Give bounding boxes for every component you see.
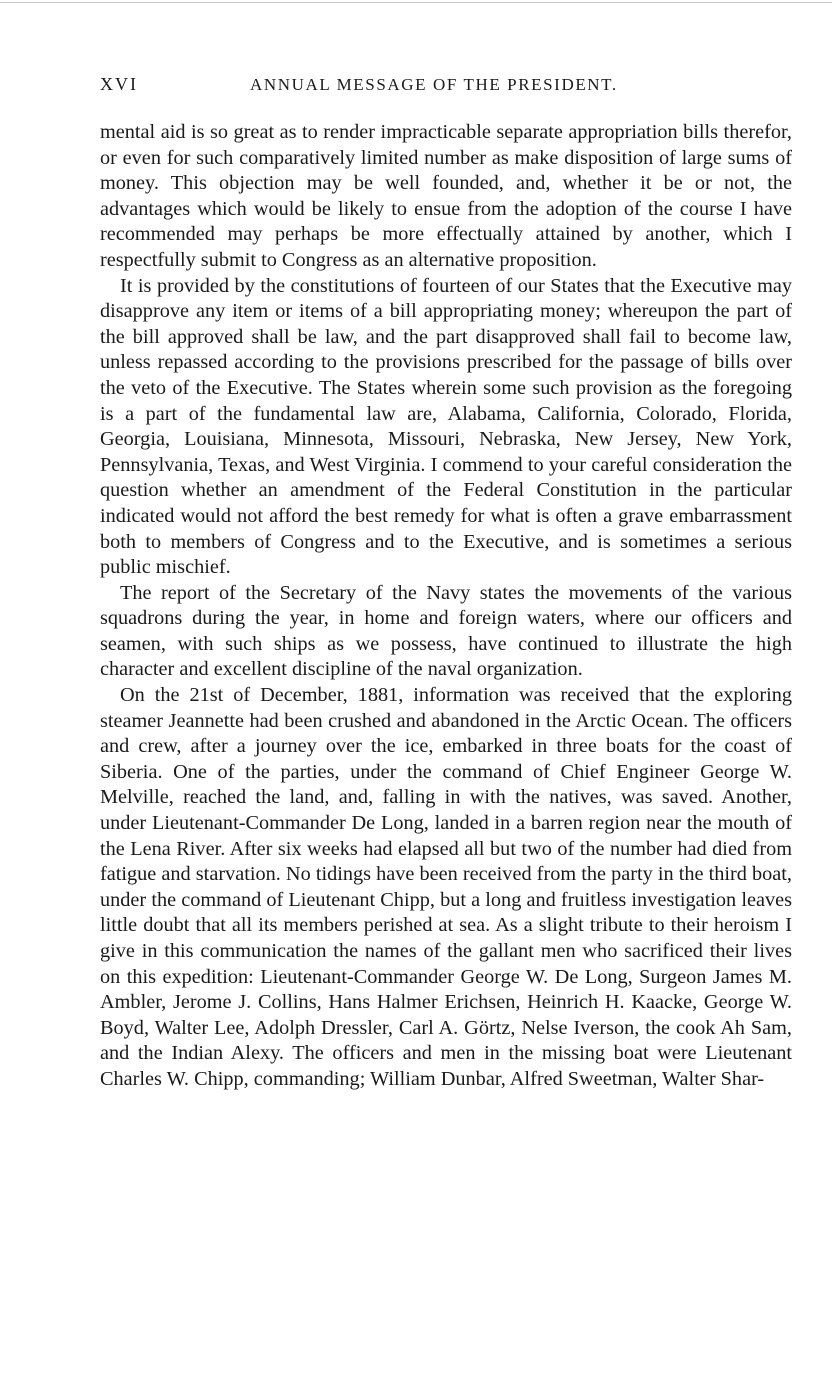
- document-page: [100, 74, 792, 1093]
- top-border-rule: [0, 2, 832, 3]
- page-number: XVI: [100, 74, 138, 94]
- paragraph-continuation: mental aid is so great as to render impracticable separate appropriation bills therefor, or even for such comparatively limited number as make disposition of large sums of money. This objection may be well founded, and, whether it be or not, the advantages which would be likely to ensue from the adoption of the course I have recommended may perhaps be more effectually attained by another, which I respectfully submit to Congress as an alternative proposition.: [100, 121, 792, 271]
- running-title: ANNUAL MESSAGE OF THE PRESIDENT.: [250, 75, 618, 94]
- paragraph-jeannette-expedition: On the 21st of December, 1881, information was received that the exploring steamer Jeannette had been crushed and abandoned in the Arctic Ocean. The officers and crew, after a journey over the ice, embarked in three boats for the coast of Siberia. One of the parties, under the command of Chief Engineer George W. Melville, reached the land, and, falling in with the natives, was saved. Another, under Lieutenant-Commander De Long, landed in a barren region near the mouth of the Lena River. After six weeks had elapsed all but two of the number had died from fatigue and starvation. No tidings have been received from the party in the third boat, under the command of Lieutenant Chipp, but a long and fruitless investigation leaves little doubt that all its members perished at sea. As a slight tribute to their heroism I give in this communication the names of the gallant men who sacrificed their lives on this expedition: Lieutenant-Commander George W. De Long, Surgeon James M. Ambler, Jerome J. Collins, Hans Halmer Erichsen, Heinrich H. Kaacke, George W. Boyd, Walter Lee, Adolph Dressler, Carl A. Görtz, Nelse Iverson, the cook Ah Sam, and the Indian Alexy. The officers and men in the missing boat were Lieutenant Charles W. Chipp, commanding; William Dunbar, Alfred Sweetman, Walter Shar-: [100, 684, 792, 1090]
- paragraph-line-item-veto: It is provided by the constitutions of fourteen of our States that the Executive may disapprove any item or items of a bill appropriating money; whereupon the part of the bill approved shall be law, and the part disapproved shall fail to become law, unless repassed according to the provisions prescribed for the passage of bills over the veto of the Executive. The States wherein some such provision as the foregoing is a part of the fundamental law are, Alabama, California, Colorado, Florida, Georgia, Louisiana, Minnesota, Missouri, Nebraska, New Jersey, New York, Pennsylvania, Texas, and West Virginia. I commend to your careful consideration the question whether an amendment of the Federal Constitution in the particular indicated would not afford the best remedy for what is often a grave embarrassment both to members of Congress and to the Executive, and is sometimes a serious public mischief.: [100, 274, 792, 579]
- body-text: [100, 120, 792, 1093]
- running-head: [100, 74, 792, 100]
- paragraph-navy-report: The report of the Secretary of the Navy states the movements of the various squadrons during the year, in home and foreign waters, where our officers and seamen, with such ships as we possess, have continued to illustrate the high character and excellent discipline of the naval organization.: [100, 581, 792, 681]
